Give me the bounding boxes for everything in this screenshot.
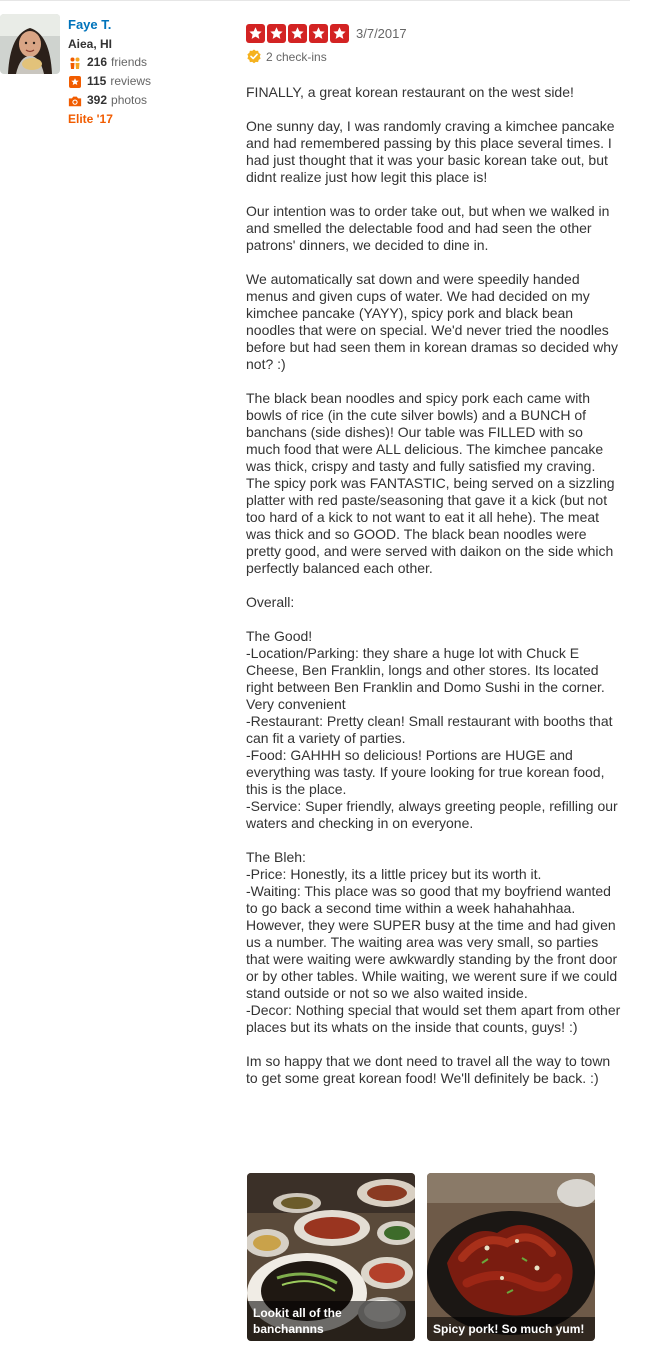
camera-icon <box>68 94 82 108</box>
review-star-icon <box>68 75 82 89</box>
rating-star-icon <box>288 24 307 43</box>
review-line: -Decor: Nothing special that would set them apart from other places but its whats on the inside that counts, guys! :) <box>246 1002 621 1035</box>
review-line: -Restaurant: Pretty clean! Small restaurant with booths that can fit a variety of parties. <box>246 713 613 746</box>
top-divider <box>0 0 630 1</box>
photo-caption: Lookit all of the banchannns <box>247 1301 415 1341</box>
friends-count <box>68 53 228 72</box>
rating-star-icon <box>330 24 349 43</box>
review-photos <box>247 1173 607 1341</box>
photos-count <box>68 91 228 110</box>
reviews-count <box>68 72 228 91</box>
checkins[interactable] <box>246 48 621 66</box>
review-line: Our intention was to order take out, but when we walked in and smelled the delectable food and had seen the other patrons' dinners, we decided to dine in. <box>246 203 610 253</box>
reviews-label: reviews <box>110 74 152 88</box>
rating-star-icon <box>309 24 328 43</box>
review-paragraph <box>246 271 621 373</box>
avatar[interactable] <box>0 14 60 74</box>
rating-row <box>246 23 621 43</box>
review-photo-spicy-pork[interactable] <box>427 1173 595 1341</box>
photos-label: photos <box>111 93 148 107</box>
review-line: -Food: GAHHH so delicious! Portions are HUGE and everything was tasty. If youre looking for true korean food, this is the place. <box>246 747 605 797</box>
user-name-link[interactable]: Faye T. <box>68 17 112 32</box>
review-paragraph <box>246 118 621 186</box>
friends-number: 216 <box>87 55 108 69</box>
reviews-number: 115 <box>87 74 107 88</box>
review-line: One sunny day, I was randomly craving a kimchee pancake and had remembered passing by this place several times. I had just thought that it was your basic korean take out, but didnt realize just how legit this place is! <box>246 118 615 185</box>
review-line: -Location/Parking: they share a huge lot with Chuck E Cheese, Ben Franklin, longs and other stores. Its located right between Ben Franklin and Domo Sushi in the corner. Very convenient <box>246 645 605 712</box>
review-line: Overall: <box>246 594 295 610</box>
review-line: -Waiting: This place was so good that my boyfriend wanted to go back a second time within a week hahahahhaa. However, they were SUPER busy at the time and had given us a number. The waiting area was very small, so parties that were waiting were awkwardly standing by the front door or by other tables. While waiting, we werent sure if we could stand outside or not so we also waited inside. <box>246 883 618 1001</box>
photos-number: 392 <box>87 93 108 107</box>
friends-label: friends <box>111 55 148 69</box>
review-paragraph <box>246 84 621 101</box>
review-paragraph <box>246 203 621 254</box>
review-paragraph <box>246 390 621 577</box>
review-line: FINALLY, a great korean restaurant on the west side! <box>246 84 574 100</box>
rating-star-icon <box>246 24 265 43</box>
friends-icon <box>68 56 82 70</box>
review-line: -Service: Super friendly, always greeting people, refilling our waters and checking in on everyone. <box>246 798 618 831</box>
review-paragraph <box>246 594 621 611</box>
review-paragraph <box>246 1053 621 1087</box>
review-date: 3/7/2017 <box>356 25 407 41</box>
photo-caption: Spicy pork! So much yum! <box>427 1317 595 1341</box>
review-line: Im so happy that we dont need to travel all the way to town to get some great korean food! We'll definitely be back. :) <box>246 1053 611 1086</box>
review-line: The Bleh: <box>246 849 306 865</box>
review-photo-banchan[interactable] <box>247 1173 415 1341</box>
review-paragraph <box>246 849 621 1036</box>
review-text <box>246 84 621 1104</box>
review-line: -Price: Honestly, its a little pricey but its worth it. <box>246 866 542 882</box>
user-info <box>68 16 228 129</box>
checkins-label: 2 check-ins <box>266 50 327 64</box>
review-paragraph <box>246 628 621 832</box>
elite-badge[interactable]: Elite '17 <box>68 112 113 126</box>
review-line: The black bean noodles and spicy pork each came with bowls of rice (in the cute silver bowls) and a BUNCH of banchans (side dishes)! Our table was FILLED with so much food that were ALL delicious. The kimchee pancake was thick, crispy and tasty and fully satisfied my craving. The spicy pork was FANTASTIC, being served on a sizzling platter with red paste/seasoning that gave it a kick (but not too hard of a kick to not want to eat it all hehe). The meat was thick and so GOOD. The black bean noodles were pretty good, and were served with daikon on the side which perfectly balanced each other. <box>246 390 615 576</box>
rating-star-icon <box>267 24 286 43</box>
star-rating <box>246 24 351 43</box>
user-location: Aiea, HI <box>68 37 113 51</box>
checkin-badge-icon <box>246 49 262 65</box>
review-line: The Good! <box>246 628 313 644</box>
review-header <box>246 23 621 66</box>
review-line: We automatically sat down and were speedily handed menus and given cups of water. We had decided on my kimchee pancake (YAYY), spicy pork and black bean noodles that were on special. We'd never tried the noodles before but had seen them in korean dramas so decided why not? :) <box>246 271 619 372</box>
